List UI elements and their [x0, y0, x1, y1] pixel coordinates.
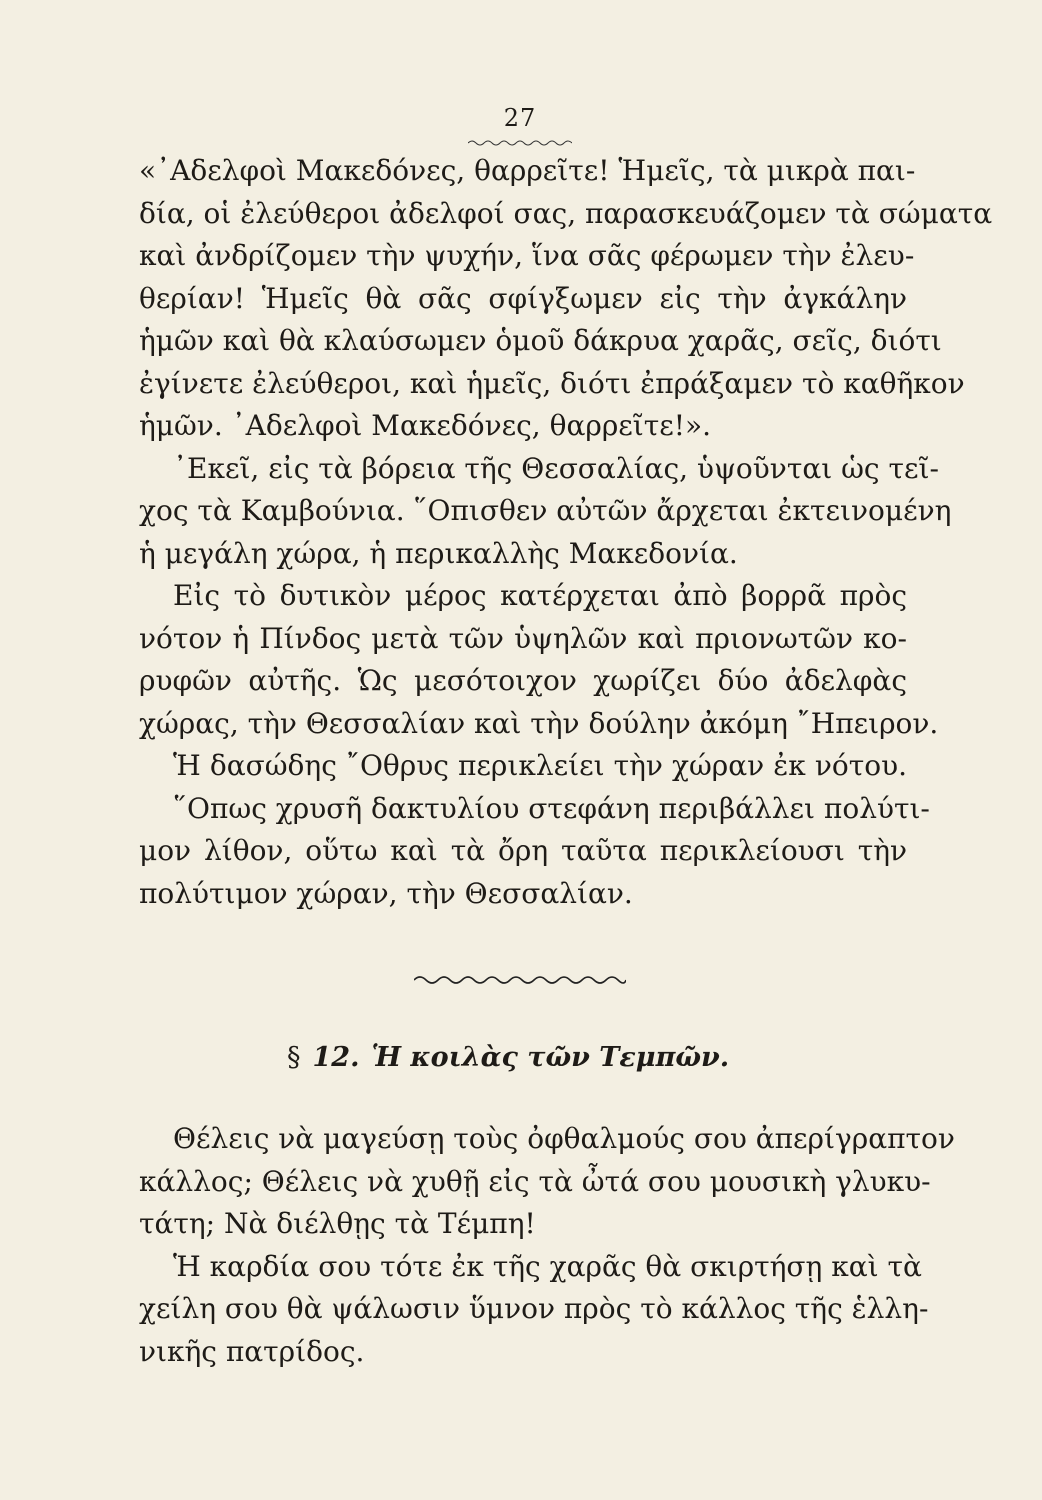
- text-line: πολύτιμον χώραν, τὴν Θεσσαλίαν.: [139, 876, 633, 910]
- section-heading: [287, 1037, 807, 1079]
- text-line: ῞Οπως χρυσῆ δακτυλίου στεφάνη περιβάλλει πολύτι-: [173, 791, 930, 825]
- header-wavy-rule: [468, 139, 572, 147]
- passage-1: [139, 150, 993, 915]
- wavy-ornament-divider: [414, 973, 626, 987]
- text-line: Θέλεις νὰ μαγεύσῃ τοὺς ὀφθαλμούς σου ἀπερίγραπτον: [173, 1122, 955, 1155]
- text-line: Εἰς τὸ δυτικὸν μέρος κατέρχεται ἀπὸ βορρᾶ πρὸς: [173, 579, 907, 612]
- text-line: χείλη σου θὰ ψάλωσιν ὕμνον πρὸς τὸ κάλλος τῆς ἑλλη-: [139, 1292, 929, 1325]
- text-line: χος τὰ Καμβούνια. ῞Οπισθεν αὐτῶν ἄρχεται ἐκτεινομένη: [139, 494, 952, 527]
- text-line: «᾿Αδελφοὶ Μακεδόνες, θαρρεῖτε! Ἡμεῖς, τὰ μικρὰ παι-: [139, 154, 916, 187]
- text-line: καὶ ἀνδρίζομεν τὴν ψυχήν, ἵνα σᾶς φέρωμεν τὴν ἐλευ-: [139, 239, 915, 272]
- text-line: ρυφῶν αὐτῆς. Ὡς μεσότοιχον χωρίζει δύο ἀδελφὰς: [139, 664, 907, 697]
- text-line: ᾿Εκεῖ, εἰς τὰ βόρεια τῆς Θεσσαλίας, ὑψοῦνται ὡς τεῖ-: [173, 451, 939, 485]
- text-line: Ἡ δασώδης ῎Οθρυς περικλείει τὴν χώραν ἐκ νότου.: [173, 749, 907, 782]
- text-line: θερίαν! Ἡμεῖς θὰ σᾶς σφίγξωμεν εἰς τὴν ἀγκάλην: [139, 281, 907, 315]
- text-line: ἡμῶν. ᾿Αδελφοὶ Μακεδόνες, θαρρεῖτε!».: [139, 409, 712, 442]
- text-line: ἐγίνετε ἐλεύθεροι, καὶ ἡμεῖς, διότι ἐπράξαμεν τὸ καθῆκον: [139, 366, 965, 400]
- text-line: χώρας, τὴν Θεσσαλίαν καὶ τὴν δούλην ἀκόμη ῎Ηπειρον.: [139, 706, 939, 740]
- text-line: Ἡ καρδία σου τότε ἐκ τῆς χαρᾶς θὰ σκιρτήσῃ καὶ τὰ: [173, 1249, 922, 1283]
- section-number: 12.: [312, 1042, 360, 1073]
- text-line: τάτη; Νὰ διέλθῃς τὰ Τέμπη!: [139, 1207, 536, 1240]
- text-line: κάλλος; Θέλεις νὰ χυθῇ εἰς τὰ ὦτά σου μουσικὴ γλυκυ-: [139, 1164, 931, 1198]
- text-line: δία, οἱ ἐλεύθεροι ἀδελφοί σας, παρασκευάζομεν τὰ σώματα: [139, 196, 993, 230]
- text-line: νότον ἡ Πίνδος μετὰ τῶν ὑψηλῶν καὶ πριονωτῶν κο-: [139, 621, 907, 655]
- text-line: νικῆς πατρίδος.: [139, 1334, 365, 1368]
- page-number: 27: [503, 104, 537, 132]
- section-title: Ἡ κοιλὰς τῶν Τεμπῶν.: [371, 1042, 730, 1073]
- text-line: ἡμῶν καὶ θὰ κλαύσωμεν ὁμοῦ δάκρυα χαρᾶς, σεῖς, διότι: [139, 324, 942, 357]
- text-line: ἡ μεγάλη χώρα, ἡ περικαλλὴς Μακεδονία.: [139, 536, 738, 570]
- section-sign: §: [287, 1042, 301, 1073]
- text-line: μον λίθον, οὕτω καὶ τὰ ὄρη ταῦτα περικλείουσι τὴν: [139, 834, 907, 867]
- passage-2: [139, 1118, 955, 1373]
